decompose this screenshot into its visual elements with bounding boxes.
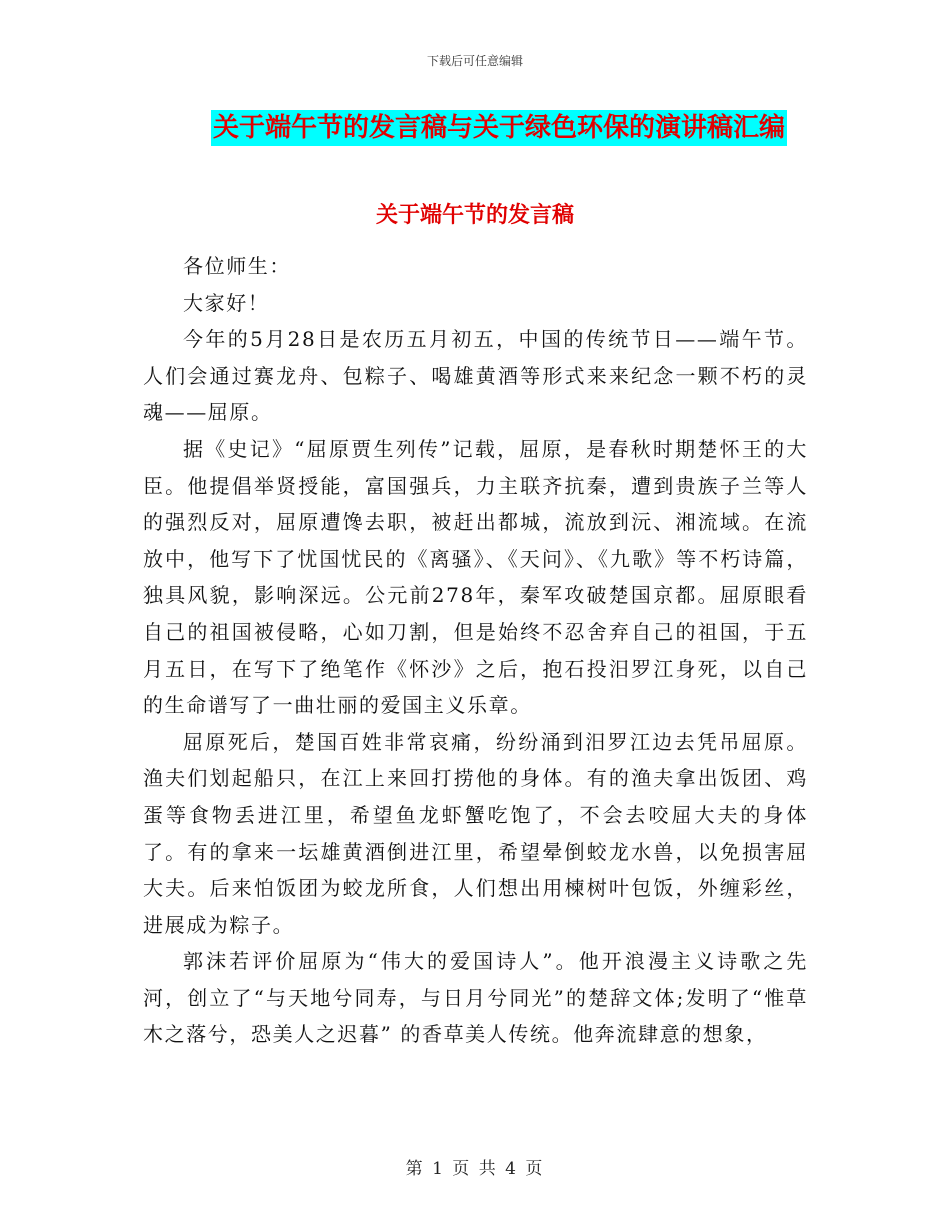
paragraph-hello: 大家好！	[183, 290, 270, 315]
paragraph-evaluation: 郭沫若评价屈原为“伟大的爱国诗人”。他开浪漫主义诗歌之先河，创立了“与天地兮同寿，与日月兮同光”的楚辞文体;发明了“惟草木之落兮，恐美人之迟暮” 的香草美人传统。他奔流肆意的想象，	[143, 949, 808, 1047]
page-number-footer: 第 1 页 共 4 页	[405, 1159, 545, 1179]
paragraph-intro: 今年的5月28日是农历五月初五，中国的传统节日——端午节。人们会通过赛龙舟、包粽子、喝雄黄酒等形式来来纪念一颗不朽的灵魂——屈原。	[143, 327, 808, 425]
document-title: 关于端午节的发言稿与关于绿色环保的演讲稿汇编	[211, 110, 787, 146]
paragraph-after-death: 屈原死后，楚国百姓非常哀痛，纷纷涌到汨罗江边去凭吊屈原。渔夫们划起船只，在江上来回打捞他的身体。有的渔夫拿出饭团、鸡蛋等食物丢进江里，希望鱼龙虾蟹吃饱了，不会去咬屈大夫的身体了。有的拿来一坛雄黄酒倒进江里，希望晕倒蛟龙水兽，以免损害屈大夫。后来怕饭团为蛟龙所食，人们想出用楝树叶包饭，外缠彩丝，进展成为粽子。	[143, 729, 808, 937]
paragraph-greeting: 各位师生：	[183, 254, 291, 278]
section-title: 关于端午节的发言稿	[375, 203, 574, 228]
page-header-note: 下载后可任意编辑	[426, 54, 523, 68]
document-body	[143, 248, 808, 1053]
document-title-container	[0, 110, 950, 146]
paragraph-history: 据《史记》“屈原贾生列传”记载，屈原，是春秋时期楚怀王的大臣。他提倡举贤授能，富国强兵，力主联齐抗秦，遭到贵族子兰等人的强烈反对，屈原遭馋去职，被赶出都城，流放到沅、湘流域。在流放中，他写下了忧国忧民的《离骚》、《天问》、《九歌》等不朽诗篇，独具风貌，影响深远。公元前278年，秦军攻破楚国京都。屈原眼看自己的祖国被侵略，心如刀割，但是始终不忍舍弃自己的祖国，于五月五日，在写下了绝笔作《怀沙》之后，抱石投汨罗江身死，以自己的生命谱写了一曲壮丽的爱国主义乐章。	[143, 436, 808, 718]
